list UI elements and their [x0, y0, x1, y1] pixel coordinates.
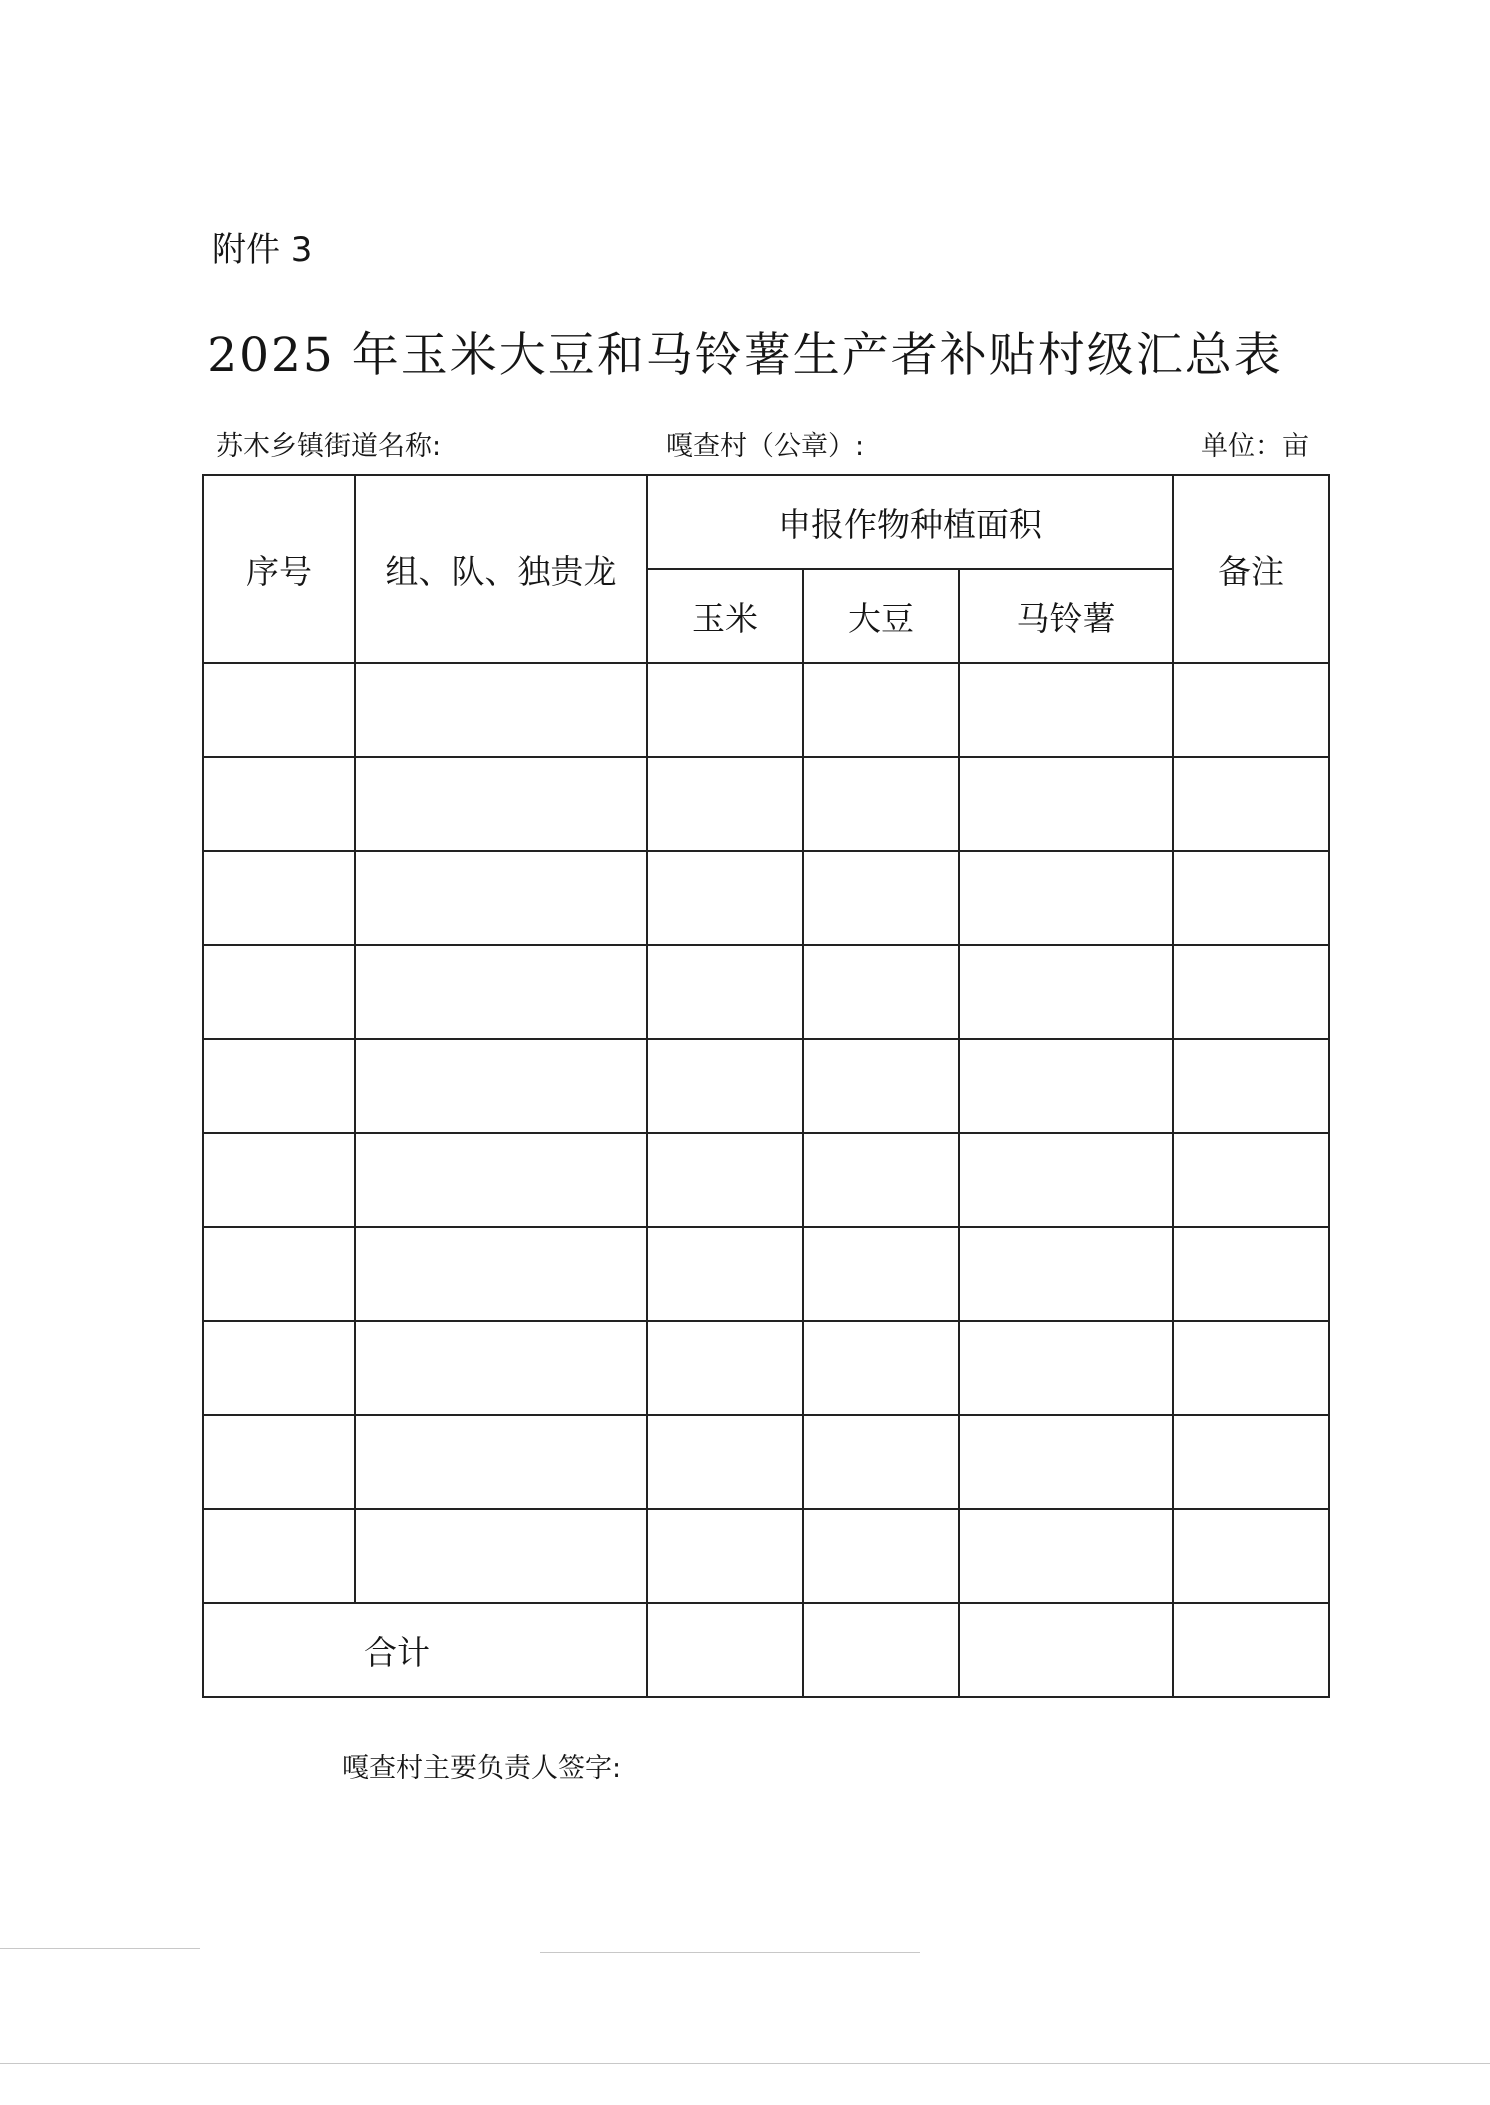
group-cell[interactable]: [355, 1415, 647, 1509]
potato-cell[interactable]: [959, 1039, 1173, 1133]
remarks-cell[interactable]: [1173, 663, 1329, 757]
potato-cell[interactable]: [959, 1133, 1173, 1227]
header-remarks: 备注: [1173, 475, 1329, 663]
table-row: [203, 1133, 1329, 1227]
corn-cell[interactable]: [647, 757, 803, 851]
header-index: 序号: [203, 475, 355, 663]
header-crop-area: 申报作物种植面积: [647, 475, 1173, 569]
potato-cell[interactable]: [959, 851, 1173, 945]
potato-cell[interactable]: [959, 663, 1173, 757]
header-soybean: 大豆: [803, 569, 959, 663]
potato-cell[interactable]: [959, 1415, 1173, 1509]
soybean-cell[interactable]: [803, 1415, 959, 1509]
attachment-label: 附件 3: [212, 230, 313, 270]
corn-cell[interactable]: [647, 1415, 803, 1509]
index-cell[interactable]: [203, 851, 355, 945]
remarks-cell[interactable]: [1173, 1509, 1329, 1603]
soybean-cell[interactable]: [803, 663, 959, 757]
remarks-cell[interactable]: [1173, 1321, 1329, 1415]
table-row: [203, 1509, 1329, 1603]
remarks-cell[interactable]: [1173, 1227, 1329, 1321]
scan-edge-line: [0, 2063, 1490, 2064]
corn-cell[interactable]: [647, 1321, 803, 1415]
index-cell[interactable]: [203, 1227, 355, 1321]
soybean-cell[interactable]: [803, 1321, 959, 1415]
corn-cell[interactable]: [647, 663, 803, 757]
soybean-cell[interactable]: [803, 851, 959, 945]
index-cell[interactable]: [203, 945, 355, 1039]
group-cell[interactable]: [355, 851, 647, 945]
soybean-cell[interactable]: [803, 1039, 959, 1133]
signature-label: 嘎查村主要负责人签字:: [342, 1753, 622, 1784]
header-potato: 马铃薯: [959, 569, 1173, 663]
index-cell[interactable]: [203, 757, 355, 851]
table-row: [203, 1321, 1329, 1415]
group-cell[interactable]: [355, 1133, 647, 1227]
scan-edge-line: [540, 1952, 920, 1953]
corn-cell[interactable]: [647, 1039, 803, 1133]
index-cell[interactable]: [203, 1321, 355, 1415]
group-cell[interactable]: [355, 1039, 647, 1133]
table-row: [203, 663, 1329, 757]
group-cell[interactable]: [355, 1321, 647, 1415]
corn-cell[interactable]: [647, 1227, 803, 1321]
table-row: [203, 757, 1329, 851]
remarks-cell[interactable]: [1173, 1415, 1329, 1509]
soybean-cell[interactable]: [803, 757, 959, 851]
table-row: [203, 1415, 1329, 1509]
total-soybean-cell[interactable]: [803, 1603, 959, 1697]
town-name-label: 苏木乡镇街道名称:: [216, 431, 442, 462]
table-row: [203, 1039, 1329, 1133]
unit-label: 单位：亩: [1201, 431, 1309, 462]
soybean-cell[interactable]: [803, 1509, 959, 1603]
index-cell[interactable]: [203, 1509, 355, 1603]
potato-cell[interactable]: [959, 945, 1173, 1039]
table-row: [203, 851, 1329, 945]
village-seal-label: 嘎查村（公章）:: [666, 431, 865, 462]
corn-cell[interactable]: [647, 1133, 803, 1227]
group-cell[interactable]: [355, 1227, 647, 1321]
total-potato-cell[interactable]: [959, 1603, 1173, 1697]
remarks-cell[interactable]: [1173, 851, 1329, 945]
corn-cell[interactable]: [647, 945, 803, 1039]
potato-cell[interactable]: [959, 1509, 1173, 1603]
total-remarks-cell[interactable]: [1173, 1603, 1329, 1697]
page-title: 2025 年玉米大豆和马铃薯生产者补贴村级汇总表: [207, 328, 1283, 383]
index-cell[interactable]: [203, 1133, 355, 1227]
table-row: [203, 945, 1329, 1039]
total-corn-cell[interactable]: [647, 1603, 803, 1697]
potato-cell[interactable]: [959, 1227, 1173, 1321]
remarks-cell[interactable]: [1173, 757, 1329, 851]
subsidy-summary-table: [202, 474, 1330, 1698]
remarks-cell[interactable]: [1173, 1039, 1329, 1133]
index-cell[interactable]: [203, 663, 355, 757]
header-corn: 玉米: [647, 569, 803, 663]
table-row: [203, 1227, 1329, 1321]
soybean-cell[interactable]: [803, 945, 959, 1039]
header-group: 组、队、独贵龙: [355, 475, 647, 663]
group-cell[interactable]: [355, 1509, 647, 1603]
remarks-cell[interactable]: [1173, 945, 1329, 1039]
soybean-cell[interactable]: [803, 1133, 959, 1227]
index-cell[interactable]: [203, 1415, 355, 1509]
total-label: 合计: [203, 1603, 647, 1697]
index-cell[interactable]: [203, 1039, 355, 1133]
soybean-cell[interactable]: [803, 1227, 959, 1321]
remarks-cell[interactable]: [1173, 1133, 1329, 1227]
corn-cell[interactable]: [647, 1509, 803, 1603]
scan-edge-line: [0, 1948, 200, 1949]
potato-cell[interactable]: [959, 757, 1173, 851]
corn-cell[interactable]: [647, 851, 803, 945]
group-cell[interactable]: [355, 663, 647, 757]
group-cell[interactable]: [355, 945, 647, 1039]
group-cell[interactable]: [355, 757, 647, 851]
potato-cell[interactable]: [959, 1321, 1173, 1415]
